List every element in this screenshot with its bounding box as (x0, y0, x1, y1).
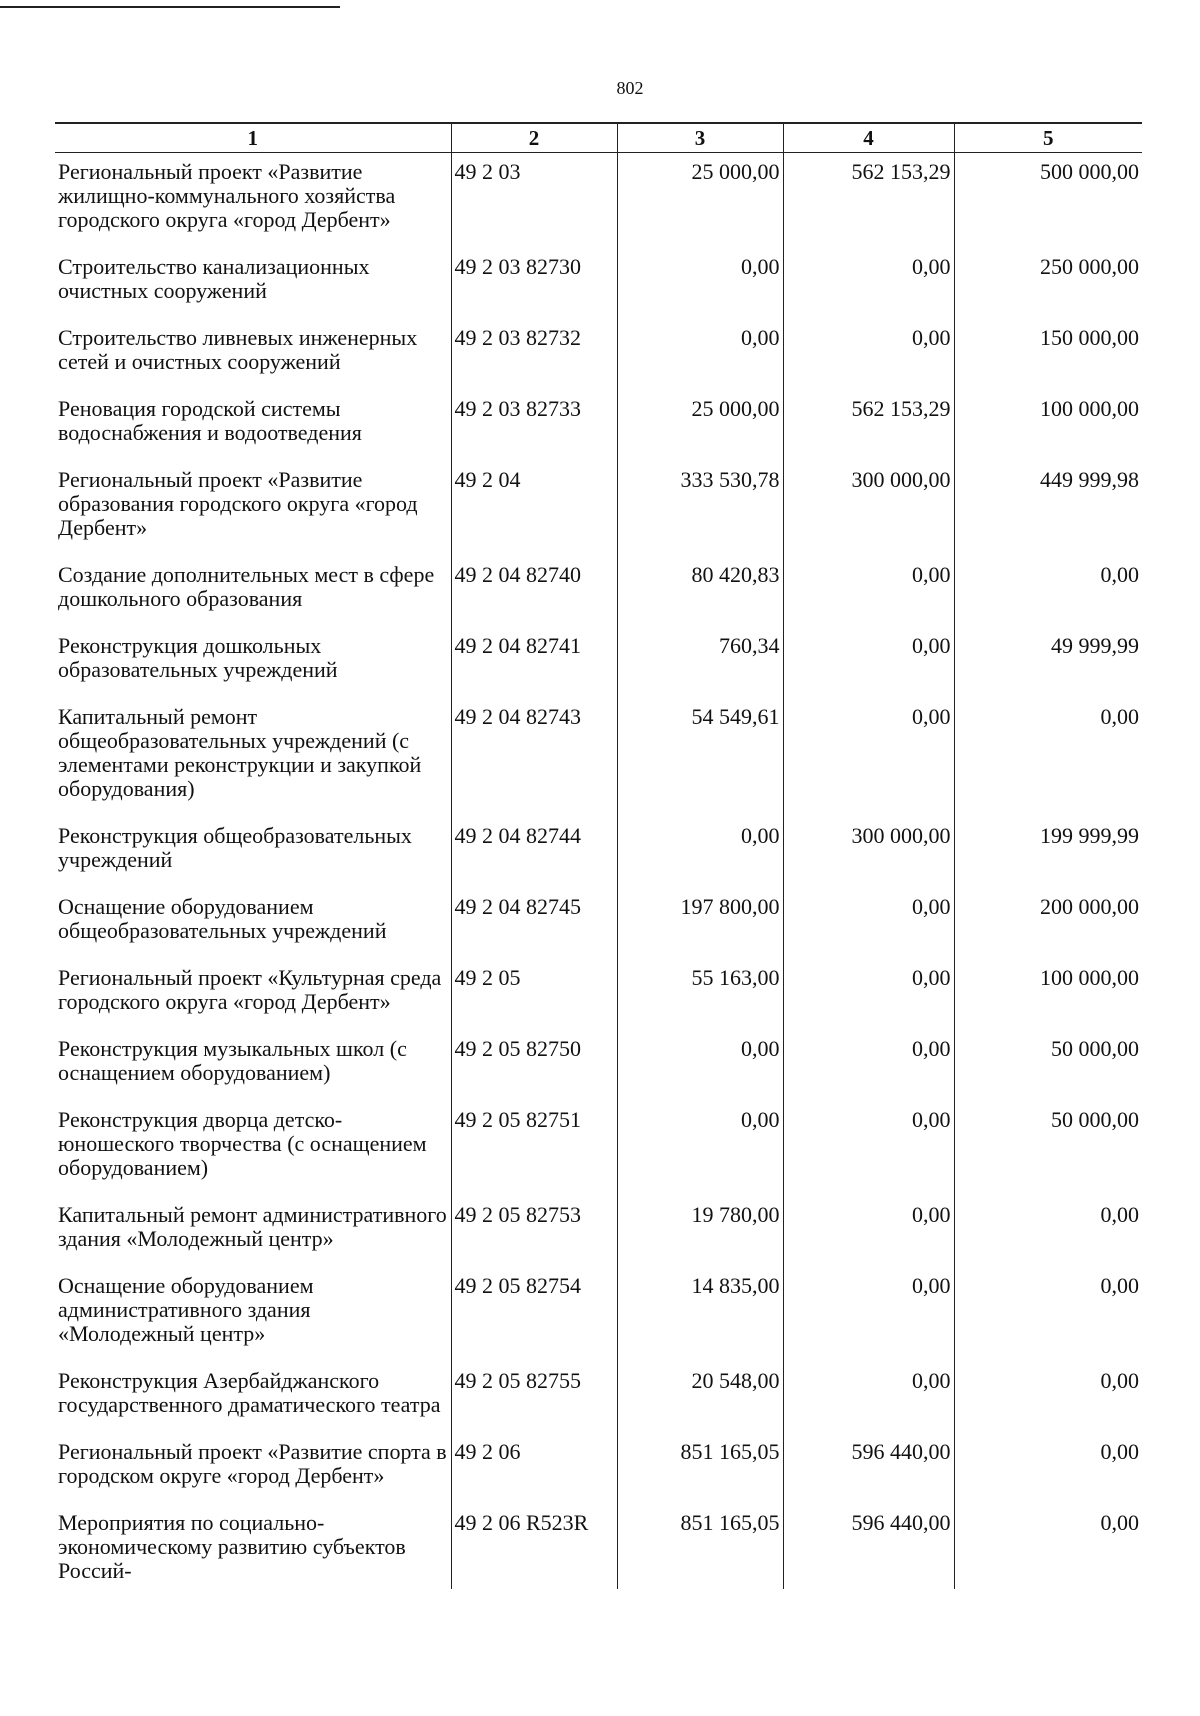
table-row (55, 248, 1142, 319)
cell-value-3: 0,00 (617, 319, 783, 390)
cell-value-5: 0,00 (954, 1362, 1142, 1433)
budget-table (55, 122, 1142, 1589)
cell-value-3: 25 000,00 (617, 390, 783, 461)
cell-name: Региональный проект «Развитие жилищно-коммунального хозяйства городского округа «город Дербент» (58, 159, 396, 232)
table-body (55, 153, 1142, 1590)
cell-value-4: 0,00 (783, 959, 954, 1030)
cell-value-5: 100 000,00 (954, 959, 1142, 1030)
cell-name: Реконструкция музыкальных школ (с оснащением оборудованием) (58, 1036, 407, 1085)
cell-code: 49 2 03 82732 (451, 319, 617, 390)
cell-value-3: 760,34 (617, 627, 783, 698)
cell-value-4: 0,00 (783, 1196, 954, 1267)
cell-value-4: 562 153,29 (783, 390, 954, 461)
cell-value-5: 199 999,99 (954, 817, 1142, 888)
cell-value-4: 562 153,29 (783, 153, 954, 249)
table-row (55, 959, 1142, 1030)
cell-code: 49 2 04 82744 (451, 817, 617, 888)
cell-value-5: 0,00 (954, 698, 1142, 817)
cell-name: Оснащение оборудованием общеобразовательных учреждений (58, 894, 387, 943)
cell-name: Реконструкция дошкольных образовательных учреждений (58, 633, 338, 682)
cell-value-3: 0,00 (617, 817, 783, 888)
cell-value-3: 20 548,00 (617, 1362, 783, 1433)
table-row (55, 1196, 1142, 1267)
cell-name: Оснащение оборудованием административного здания «Молодежный центр» (58, 1273, 314, 1346)
table-row (55, 1267, 1142, 1362)
cell-value-5: 50 000,00 (954, 1030, 1142, 1101)
table-row (55, 390, 1142, 461)
table-row (55, 1030, 1142, 1101)
cell-value-4: 0,00 (783, 1030, 954, 1101)
cell-value-4: 596 440,00 (783, 1504, 954, 1589)
table-row (55, 461, 1142, 556)
cell-value-3: 55 163,00 (617, 959, 783, 1030)
cell-value-4: 0,00 (783, 627, 954, 698)
cell-value-3: 54 549,61 (617, 698, 783, 817)
cell-code: 49 2 04 82740 (451, 556, 617, 627)
cell-value-4: 300 000,00 (783, 461, 954, 556)
column-header: 5 (954, 123, 1142, 153)
cell-name: Строительство ливневых инженерных сетей и очистных сооружений (58, 325, 418, 374)
cell-code: 49 2 04 82741 (451, 627, 617, 698)
cell-name: Реконструкция дворца детско-юношеского творчества (с оснащением оборудованием) (58, 1107, 427, 1180)
table-header-row (55, 123, 1142, 153)
cell-value-4: 0,00 (783, 1101, 954, 1196)
cell-value-4: 300 000,00 (783, 817, 954, 888)
table-row (55, 698, 1142, 817)
cell-name: Реконструкция общеобразовательных учреждений (58, 823, 412, 872)
cell-value-3: 0,00 (617, 1101, 783, 1196)
cell-value-5: 50 000,00 (954, 1101, 1142, 1196)
cell-value-4: 0,00 (783, 888, 954, 959)
table-row (55, 1504, 1142, 1589)
cell-name: Реновация городской системы водоснабжения и водоотведения (58, 396, 362, 445)
table-row (55, 627, 1142, 698)
cell-value-3: 333 530,78 (617, 461, 783, 556)
table-row (55, 1101, 1142, 1196)
cell-value-3: 851 165,05 (617, 1504, 783, 1589)
cell-value-5: 49 999,99 (954, 627, 1142, 698)
cell-name: Реконструкция Азербайджанского государственного драматического театра (58, 1368, 441, 1417)
cell-code: 49 2 06 (451, 1433, 617, 1504)
cell-value-4: 0,00 (783, 698, 954, 817)
cell-value-4: 0,00 (783, 1267, 954, 1362)
cell-code: 49 2 05 82754 (451, 1267, 617, 1362)
cell-value-3: 14 835,00 (617, 1267, 783, 1362)
cell-value-5: 0,00 (954, 1504, 1142, 1589)
cell-value-3: 19 780,00 (617, 1196, 783, 1267)
cell-value-3: 80 420,83 (617, 556, 783, 627)
cell-code: 49 2 05 82755 (451, 1362, 617, 1433)
cell-value-5: 449 999,98 (954, 461, 1142, 556)
cell-value-4: 0,00 (783, 1362, 954, 1433)
table-row (55, 888, 1142, 959)
cell-name: Региональный проект «Культурная среда городского округа «город Дербент» (58, 965, 442, 1014)
column-header: 3 (617, 123, 783, 153)
cell-name: Капитальный ремонт административного здания «Молодежный центр» (58, 1202, 447, 1251)
cell-name: Мероприятия по социально-экономическому развитию субъектов Россий- (58, 1510, 406, 1583)
cell-value-4: 0,00 (783, 319, 954, 390)
cell-code: 49 2 05 82750 (451, 1030, 617, 1101)
cell-name: Региональный проект «Развитие образования городского округа «город Дербент» (58, 467, 418, 540)
cell-value-4: 0,00 (783, 556, 954, 627)
column-header: 1 (55, 123, 451, 153)
column-header: 4 (783, 123, 954, 153)
cell-value-3: 25 000,00 (617, 153, 783, 249)
top-rule (0, 6, 340, 8)
table-row (55, 153, 1142, 249)
table-row (55, 319, 1142, 390)
cell-value-3: 851 165,05 (617, 1433, 783, 1504)
table-row (55, 1433, 1142, 1504)
cell-value-5: 150 000,00 (954, 319, 1142, 390)
cell-name: Строительство канализационных очистных сооружений (58, 254, 370, 303)
cell-code: 49 2 04 82743 (451, 698, 617, 817)
cell-value-3: 0,00 (617, 248, 783, 319)
table-row (55, 817, 1142, 888)
cell-name: Капитальный ремонт общеобразовательных учреждений (с элементами реконструкции и закупкой оборудования) (58, 704, 422, 801)
cell-value-4: 596 440,00 (783, 1433, 954, 1504)
cell-code: 49 2 03 82730 (451, 248, 617, 319)
table-row (55, 556, 1142, 627)
cell-value-3: 0,00 (617, 1030, 783, 1101)
cell-value-5: 100 000,00 (954, 390, 1142, 461)
cell-value-5: 0,00 (954, 1267, 1142, 1362)
cell-value-5: 0,00 (954, 1196, 1142, 1267)
cell-value-5: 0,00 (954, 556, 1142, 627)
cell-code: 49 2 05 82751 (451, 1101, 617, 1196)
column-header: 2 (451, 123, 617, 153)
cell-code: 49 2 04 (451, 461, 617, 556)
cell-value-5: 500 000,00 (954, 153, 1142, 249)
cell-code: 49 2 03 (451, 153, 617, 249)
page-number: 802 (616, 78, 644, 98)
cell-value-5: 200 000,00 (954, 888, 1142, 959)
cell-name: Создание дополнительных мест в сфере дошкольного образования (58, 562, 435, 611)
cell-code: 49 2 04 82745 (451, 888, 617, 959)
cell-value-5: 0,00 (954, 1433, 1142, 1504)
cell-value-4: 0,00 (783, 248, 954, 319)
table-row (55, 1362, 1142, 1433)
cell-code: 49 2 03 82733 (451, 390, 617, 461)
cell-value-3: 197 800,00 (617, 888, 783, 959)
cell-code: 49 2 06 R523R (451, 1504, 617, 1589)
cell-value-5: 250 000,00 (954, 248, 1142, 319)
cell-name: Региональный проект «Развитие спорта в городском округе «город Дербент» (58, 1439, 447, 1488)
cell-code: 49 2 05 82753 (451, 1196, 617, 1267)
cell-code: 49 2 05 (451, 959, 617, 1030)
